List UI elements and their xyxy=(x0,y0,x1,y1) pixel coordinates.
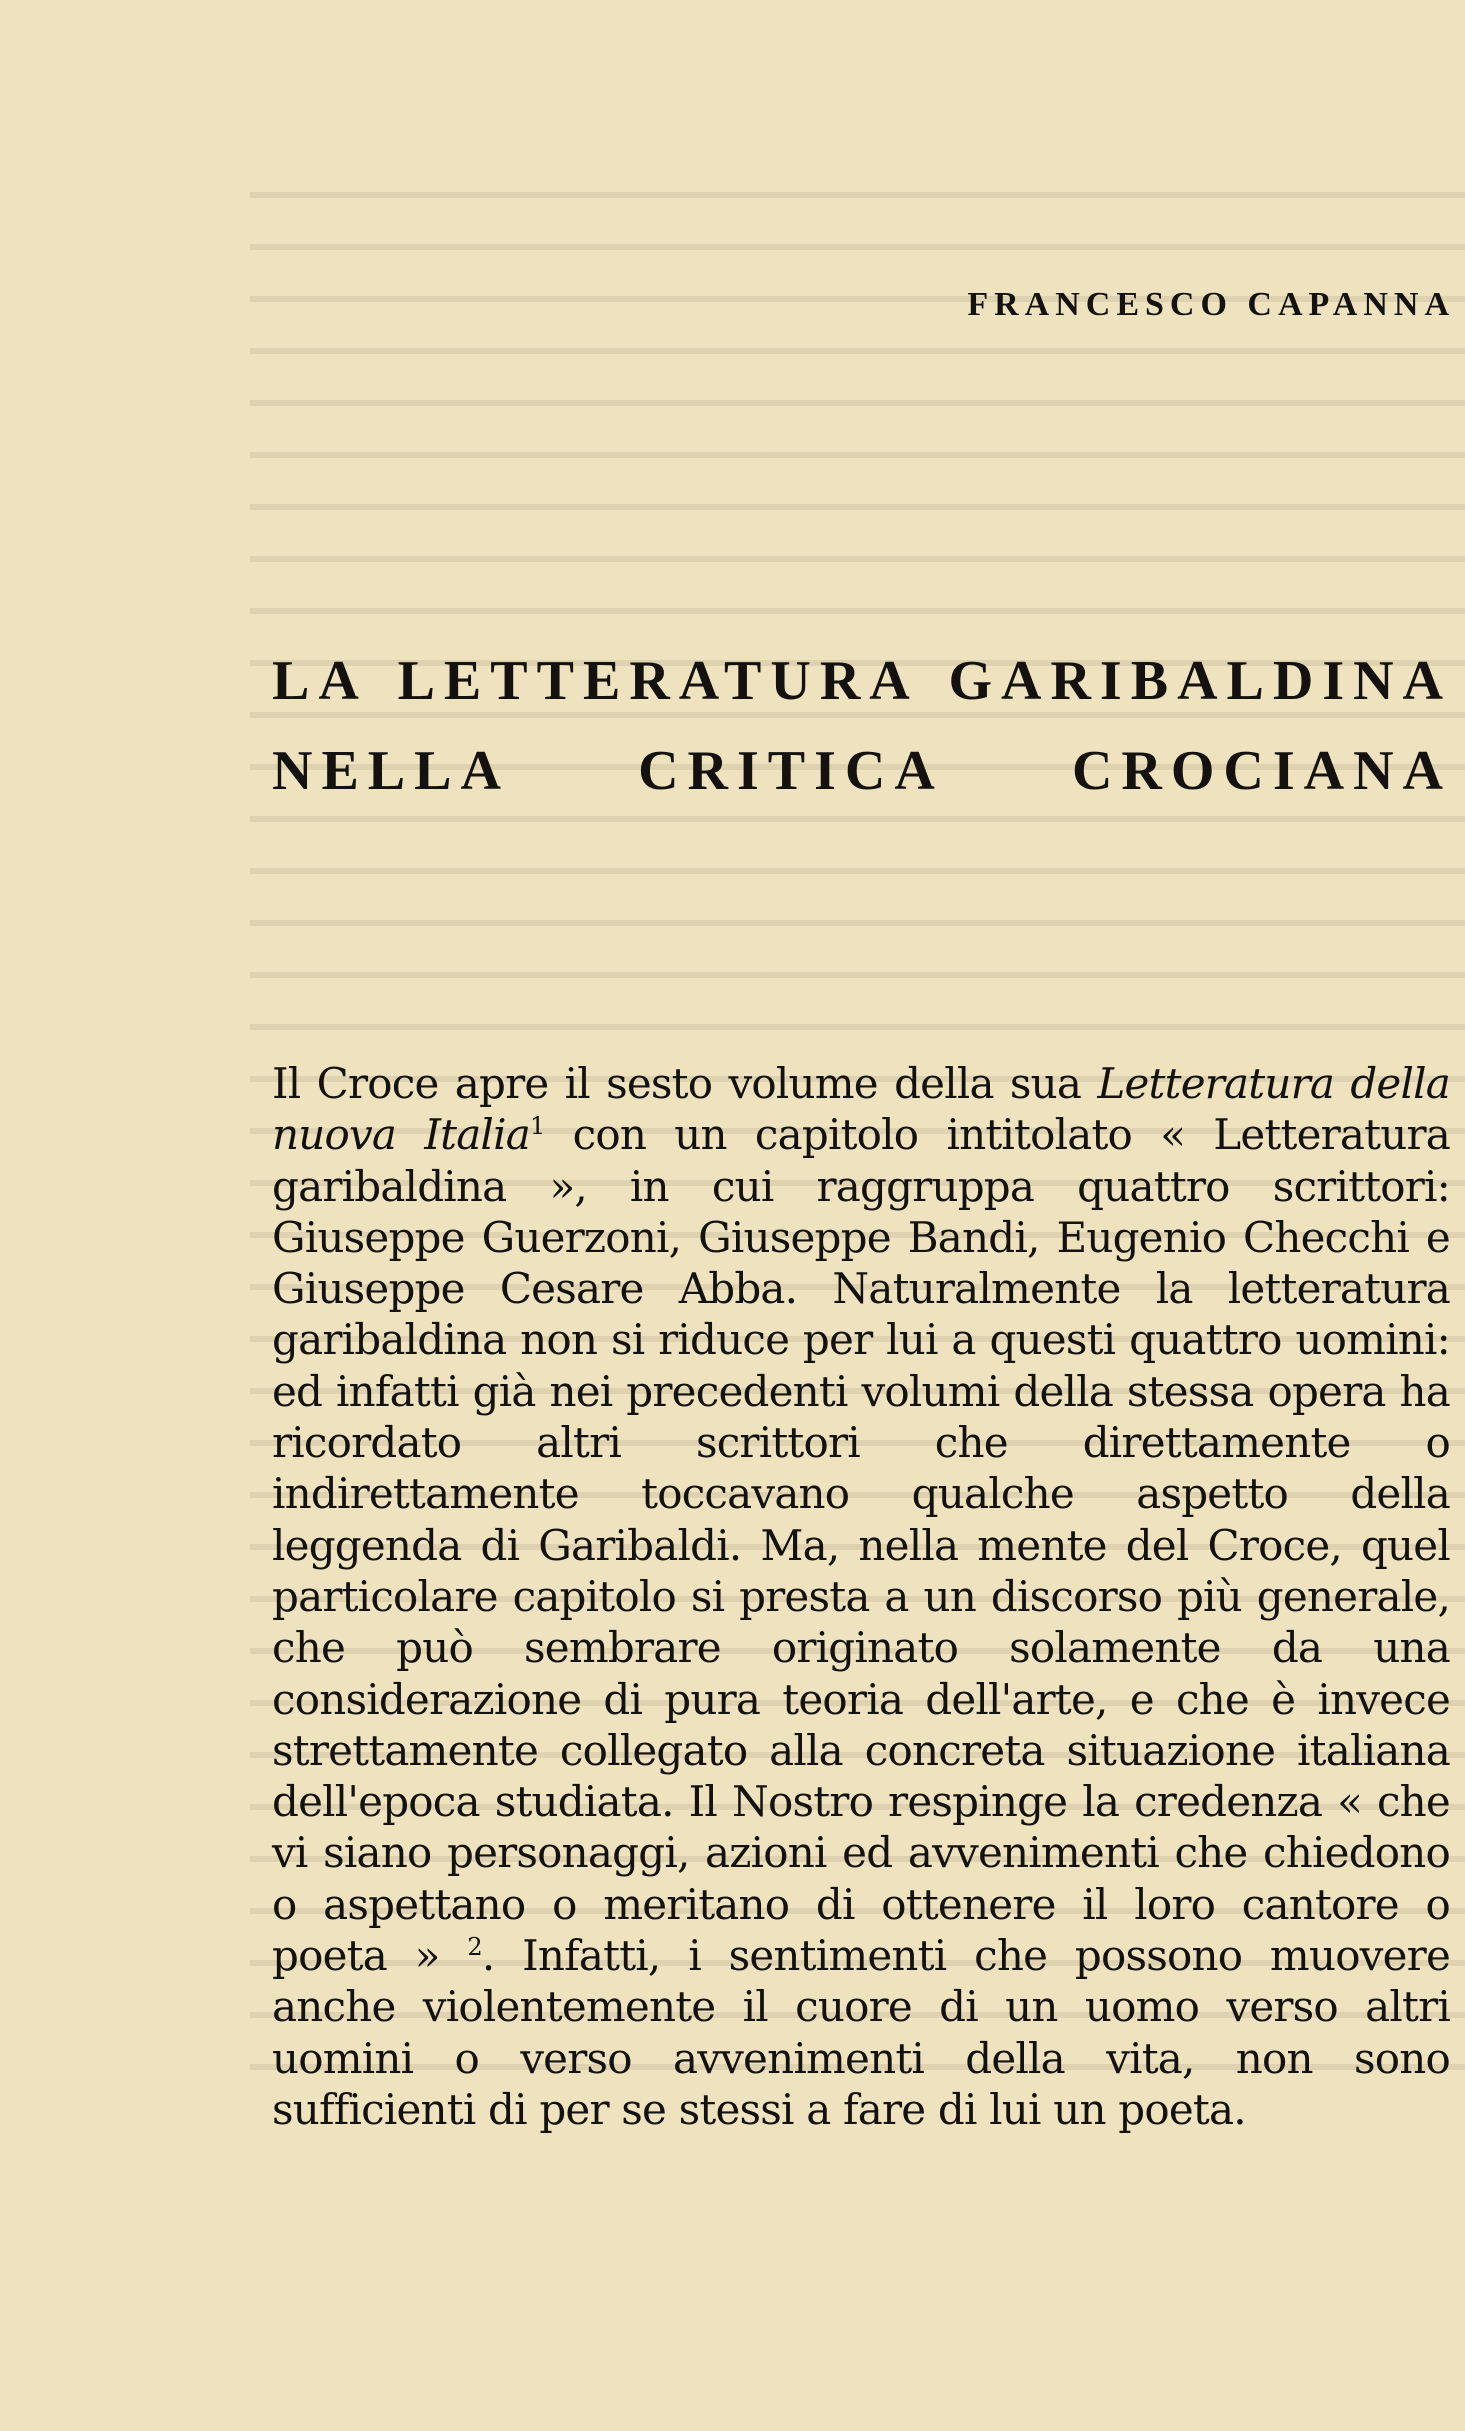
work-title: Letteratura della nuova Italia xyxy=(272,1059,1450,1160)
body-text-1: Il Croce apre il sesto volume della sua xyxy=(272,1059,1098,1108)
author-name: FRANCESCO CAPANNA xyxy=(967,286,1455,323)
body-text-3: . Infatti, i sentimenti che possono muovere anche violentemente il cuore di un uomo verso altri uomini o verso avvenimenti della vita, non sono sufficienti di per se stessi a fare di lui un poeta. xyxy=(272,1931,1450,2134)
footnote-ref-2[interactable]: 2 xyxy=(467,1933,482,1962)
article-title xyxy=(272,636,1452,816)
footnote-ref-1[interactable]: 1 xyxy=(529,1112,545,1141)
title-line-2: NELLA CRITICA CROCIANA xyxy=(272,740,1452,802)
title-line-1: LA LETTERATURA GARIBALDINA xyxy=(272,650,1452,712)
body-text-2: con un capitolo intitolato « Letteratura garibaldina », in cui raggruppa quattro scrittori: Giuseppe Guerzoni, Giuseppe Bandi, Eugenio Checchi e Giuseppe Cesare Abba. Naturalmente la letteratura garibaldina non si riduce per lui a questi quattro uomini: ed infatti già nei precedenti volumi della stessa opera ha ricordato altri scrittori che direttamente o indirettamente toccavano qualche aspetto della leggenda di Garibaldi. Ma, nella mente del Croce, quel particolare capitolo si presta a un discorso più generale, che può sembrare originato solamente da una considerazione di pura teoria dell'arte, e che è invece strettamente collegato alla concreta situazione italiana dell'epoca studiata. Il Nostro respinge la credenza « che vi siano personaggi, azioni ed avvenimenti che chiedono o aspettano o meritano di ottenere il loro cantore o poeta » xyxy=(272,1110,1450,1981)
body-paragraph xyxy=(272,1058,1450,2135)
